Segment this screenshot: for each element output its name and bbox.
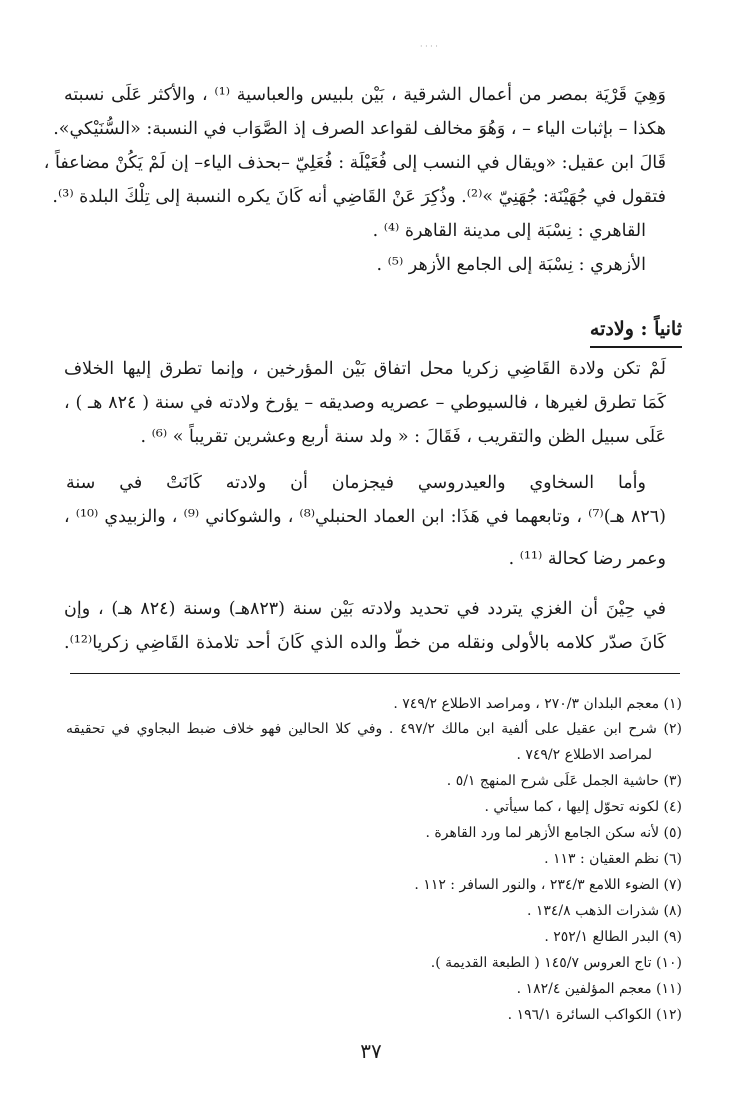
footnote-12: (١٢) الكواكب السائرة ١٩٦/١ . [507, 1007, 682, 1023]
footnote-11: (١١) معجم المؤلفين ١٨٢/٤ . [516, 981, 682, 997]
body-line-12: وعمر رضا كحالة ⁽¹¹⁾ . [508, 549, 666, 569]
footnote-1: (١) معجم البلدان ٢٧٠/٣ ، ومراصد الاطلاع ٧٤٩/٢ . [393, 696, 682, 712]
body-line-14: كَانَ صدّر كلامه بالأولى ونقله من خطّ والده الذي كَانَ أحد تلامذة القَاضِي زكريا⁽¹²⁾. [64, 633, 666, 653]
body-line-11: (٨٢٦ هـ)⁽⁷⁾ ، وتابعهما في هَذَا: ابن العماد الحنبلي⁽⁸⁾ ، والشوكاني ⁽⁹⁾ ، والزبيدي ⁽¹⁰⁾ ، [64, 507, 666, 527]
footnote-7: (٧) الضوء اللامع ٢٣٤/٣ ، والنور السافر : ١١٢ . [414, 877, 682, 893]
body-line-8: كَمَا تطرق لغيرها ، فالسيوطي – عصريه وصديقه – يؤرخ ولادته في سنة ( ٨٢٤ هـ ) ، [64, 393, 666, 413]
body-line-5: القاهري : نِسْبَة إلى مدينة القاهرة ⁽⁴⁾ . [372, 221, 646, 241]
footnote-10: (١٠) تاج العروس ١٤٥/٧ ( الطبعة القديمة ). [430, 955, 682, 971]
body-line-7: لَمْ تكن ولادة القَاضِي زكريا محل اتفاق بَيْن المؤرخين ، وإنما تطرق إليها الخلاف [64, 359, 666, 379]
scan-dots: · · · · [420, 42, 438, 51]
footnote-3: (٣) حاشية الجمل عَلَى شرح المنهج ٥/١ . [446, 773, 682, 789]
body-line-2: هكذا – بإثبات الياء – ، وَهُوَ مخالف لقواعد الصرف إذ الصَّوَاب في النسبة: «السُّنَيْكي». [53, 119, 666, 139]
body-line-9: عَلَى سبيل الظن والتقريب ، فَقَالَ : « ولد سنة أربع وعشرين تقريباً » ⁽⁶⁾ . [140, 427, 666, 447]
footnote-6: (٦) نظم العقيان : ١١٣ . [544, 851, 682, 867]
body-line-3: قَالَ ابن عقيل: «ويقال في النسب إلى فُعَيْلَة : فُعَلِيّ –بحذف الياء– إن لَمْ يَكُنْ مضاعفاً ، [43, 153, 666, 173]
body-line-6: الأزهري : نِسْبَة إلى الجامع الأزهر ⁽⁵⁾ . [376, 255, 646, 275]
footnote-separator [70, 673, 680, 674]
page-number: ٣٧ [360, 1039, 382, 1063]
body-line-10: وأما السخاوي والعيدروسي فيجزمان أن ولادته كَانَتْ في سنة [66, 473, 646, 493]
footnote-2-continued: لمراصد الاطلاع ٧٤٩/٢ . [516, 747, 652, 763]
footnote-8: (٨) شذرات الذهب ١٣٤/٨ . [526, 903, 682, 919]
body-line-4: فتقول في جُهَيْنَة: جُهَنِيّ »⁽²⁾. وذُكِرَ عَنْ القَاضِي أنه كَانَ يكره النسبة إلى تِلْكَ البلدة ⁽³⁾. [52, 187, 666, 207]
footnote-9: (٩) البدر الطالع ٢٥٢/١ . [544, 929, 682, 945]
footnote-5: (٥) لأنه سكن الجامع الأزهر لما ورد القاهرة . [425, 825, 682, 841]
body-line-13: في حِيْنَ أن الغزي يتردد في تحديد ولادته بَيْن سنة (٨٢٣هـ) وسنة (٨٢٤ هـ) ، وإن [64, 599, 666, 619]
footnote-4: (٤) لكونه تحوّل إليها ، كما سيأتي . [484, 799, 682, 815]
body-line-1: وَهِيَ قَرْيَة بمصر من أعمال الشرقية ، بَيْن بلبيس والعباسية ⁽¹⁾ ، والأكثر عَلَى نسبته [64, 85, 666, 105]
footnote-2: (٢) شرح ابن عقيل على ألفية ابن مالك ٤٩٧/٢ . وفي كلا الحالين فهو خلاف ضبط البجاوي في تحقيقه [66, 721, 682, 737]
section-heading: ثانياً : ولادته [590, 314, 682, 348]
